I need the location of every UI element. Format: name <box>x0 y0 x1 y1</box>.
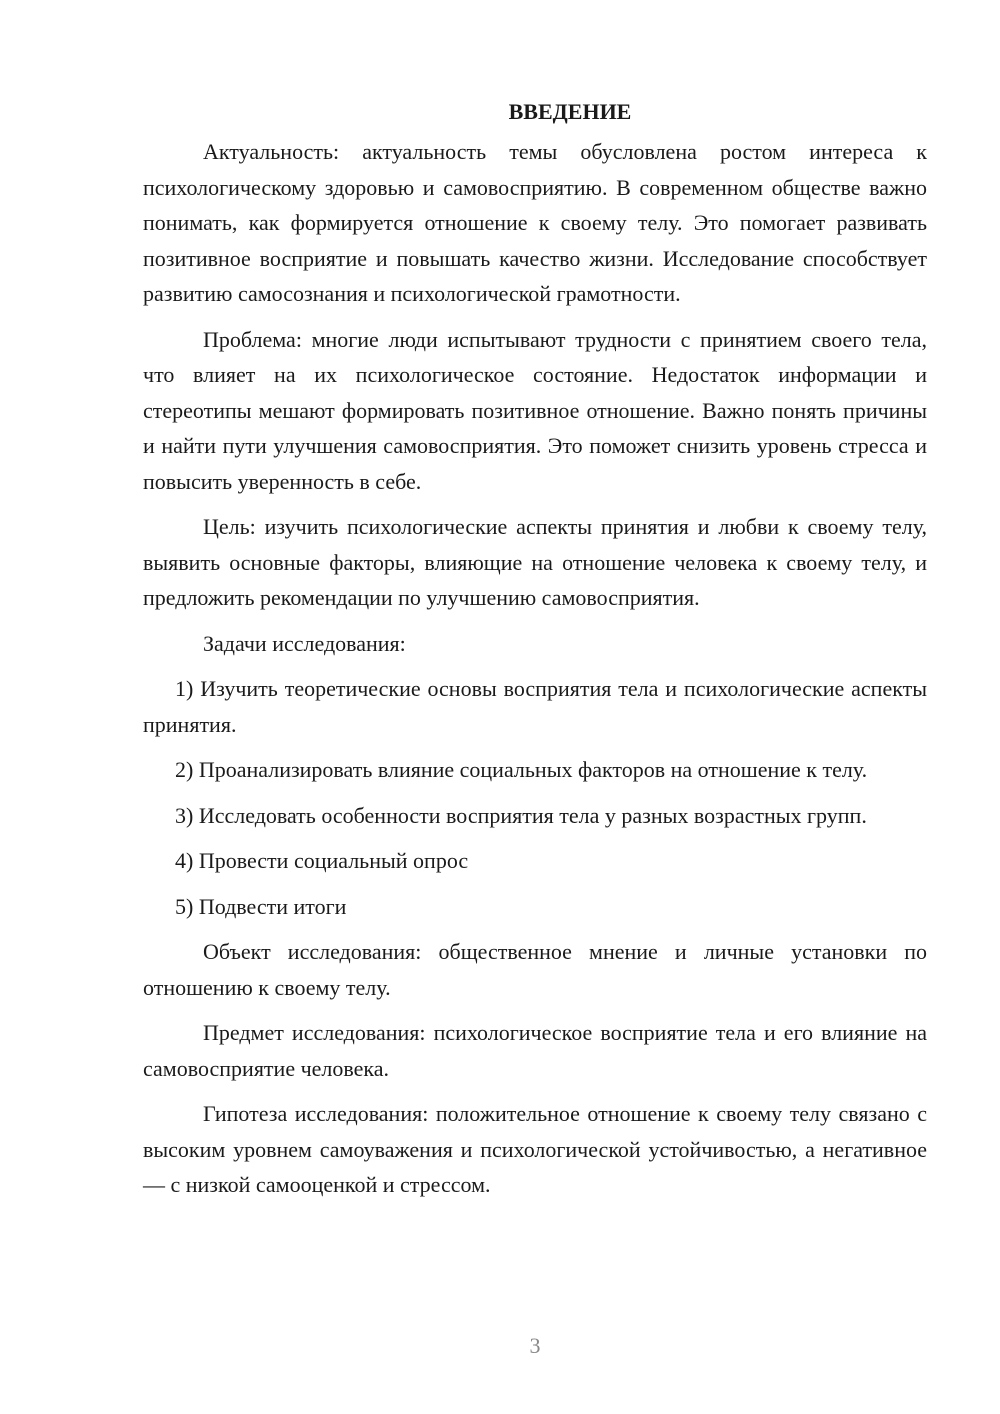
paragraph-goal: Цель: изучить психологические аспекты принятия и любви к своему телу, выявить основные факторы, влияющие на отношение человека к своему телу, и предложить рекомендации по улучшению самовосприятия. <box>143 514 927 610</box>
paragraph-object: Объект исследования: общественное мнение и личные установки по отношению к своему телу. <box>143 939 927 1000</box>
task-item-2: 2) Проанализировать влияние социальных факторов на отношение к телу. <box>175 757 868 782</box>
task-item-3: 3) Исследовать особенности восприятия тела у разных возрастных групп. <box>175 802 867 828</box>
paragraph-subject: Предмет исследования: психологическое восприятие тела и его влияние на самовосприятие человека. <box>143 1020 927 1081</box>
paragraph-relevance: Актуальность: актуальность темы обусловлена ростом интереса к психологическому здоровью и самовосприятию. В современном обществе важно понимать, как формируется отношение к своему телу. Это помогает развивать позитивное восприятие и повышать качество жизни. Исследование способствует развитию самосознания и психологической грамотности. <box>143 139 927 306</box>
paragraph-hypothesis: Гипотеза исследования: положительное отношение к своему телу связано с высоким уровнем самоуважения и психологической устойчивостью, а негативное — с низкой самооценкой и стрессом. <box>143 1101 927 1197</box>
task-item-1: 1) Изучить теоретические основы восприятия тела и психологические аспекты принятия. <box>143 676 927 737</box>
page-title: ВВЕДЕНИЕ <box>508 99 632 124</box>
page-content <box>143 92 927 1213</box>
paragraph-tasks-heading: Задачи исследования: <box>203 630 406 656</box>
task-item-5: 5) Подвести итоги <box>175 893 347 919</box>
page-number: 3 <box>529 1333 541 1358</box>
task-item-4: 4) Провести социальный опрос <box>175 848 469 873</box>
paragraph-problem: Проблема: многие люди испытывают трудности с принятием своего тела, что влияет на их психологическое состояние. Недостаток информации и стереотипы мешают формировать позитивное отношение. Важно понять причины и найти пути улучшения самовосприятия. Это поможет снизить уровень стресса и повысить уверенность в себе. <box>143 326 927 494</box>
